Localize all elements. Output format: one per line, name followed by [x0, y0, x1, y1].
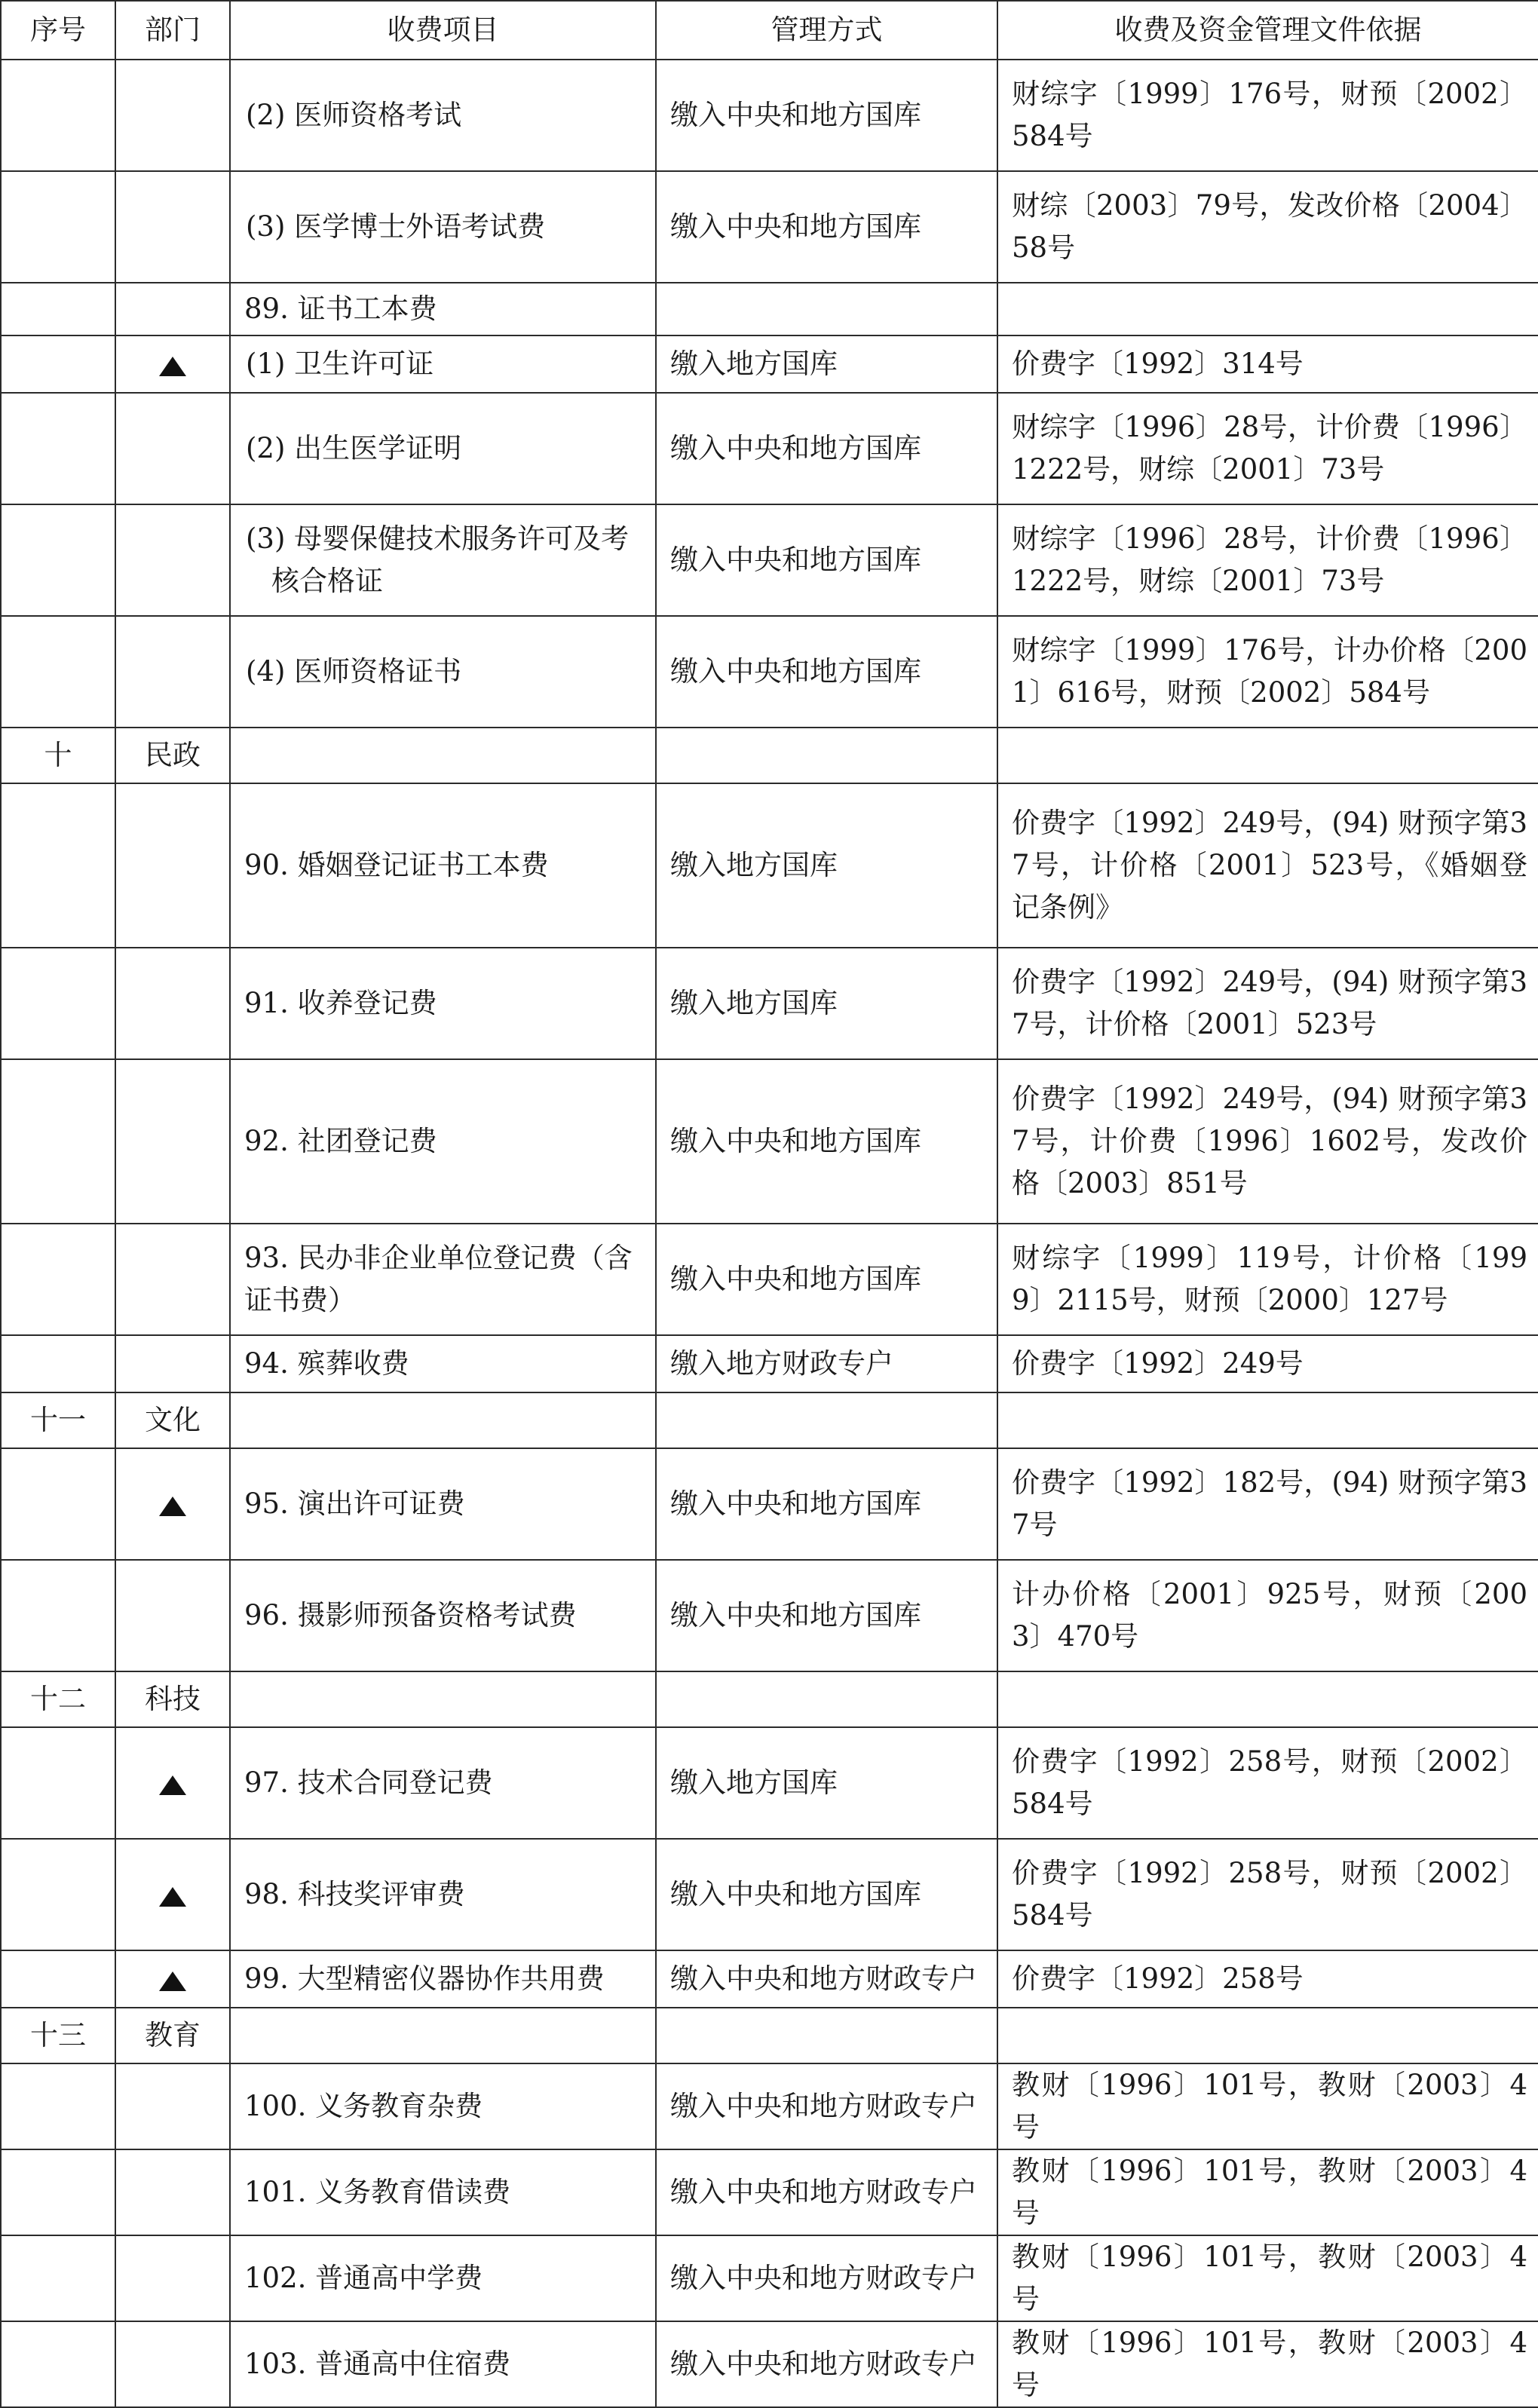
management-method-cell: 缴入中央和地方财政专户 — [656, 1950, 997, 2008]
department-cell — [115, 616, 230, 728]
management-method-cell: 缴入地方国库 — [656, 1727, 997, 1839]
department-cell — [115, 1950, 230, 2008]
table-row — [1, 948, 1538, 1059]
management-method-cell — [656, 728, 997, 783]
table-row — [1, 1727, 1538, 1839]
department-cell — [115, 1448, 230, 1560]
serial-number-cell — [1, 335, 115, 393]
fee-item-cell: 90. 婚姻登记证书工本费 — [230, 783, 656, 948]
serial-number-cell — [1, 1950, 115, 2008]
fee-item-cell — [230, 1671, 656, 1727]
table-row — [1, 1671, 1538, 1727]
fee-item-cell: 93. 民办非企业单位登记费（含证书费） — [230, 1224, 656, 1335]
serial-number-cell — [1, 504, 115, 616]
table-row — [1, 393, 1538, 504]
fee-item-cell — [230, 1392, 656, 1448]
management-method-cell — [656, 283, 997, 335]
serial-number-cell — [1, 60, 115, 171]
serial-number-cell: 十一 — [1, 1392, 115, 1448]
management-method-cell: 缴入中央和地方国库 — [656, 1560, 997, 1671]
table-row — [1, 2321, 1538, 2407]
department-cell — [115, 2063, 230, 2149]
fee-item-cell: (3) 医学博士外语考试费 — [230, 171, 656, 283]
management-method-cell: 缴入中央和地方财政专户 — [656, 2321, 997, 2407]
fee-item-cell: 99. 大型精密仪器协作共用费 — [230, 1950, 656, 2008]
fee-item-cell: (2) 出生医学证明 — [230, 393, 656, 504]
fee-item-cell: 101. 义务教育借读费 — [230, 2149, 656, 2235]
management-method-cell: 缴入中央和地方国库 — [656, 1448, 997, 1560]
department-cell — [115, 504, 230, 616]
department-cell — [115, 335, 230, 393]
table-row — [1, 2149, 1538, 2235]
department-cell — [115, 1224, 230, 1335]
table-row — [1, 2063, 1538, 2149]
table-row — [1, 728, 1538, 783]
management-method-cell — [656, 1671, 997, 1727]
management-method-cell: 缴入中央和地方财政专户 — [656, 2149, 997, 2235]
triangle-marker-icon — [159, 1971, 186, 1991]
header-document-basis: 收费及资金管理文件依据 — [997, 1, 1538, 60]
department-cell — [115, 1059, 230, 1224]
document-basis-cell: 价费字〔1992〕249号，(94) 财预字第37号，计价费〔1996〕1602号，发改价格〔2003〕851号 — [997, 1059, 1538, 1224]
management-method-cell: 缴入中央和地方国库 — [656, 1224, 997, 1335]
department-cell: 文化 — [115, 1392, 230, 1448]
table-row — [1, 1224, 1538, 1335]
fee-item-cell: (2) 医师资格考试 — [230, 60, 656, 171]
serial-number-cell — [1, 1224, 115, 1335]
fee-item-cell: 95. 演出许可证费 — [230, 1448, 656, 1560]
header-management-method: 管理方式 — [656, 1, 997, 60]
fee-item-cell: 91. 收养登记费 — [230, 948, 656, 1059]
fee-item-cell: (3) 母婴保健技术服务许可及考核合格证 — [230, 504, 656, 616]
management-method-cell: 缴入中央和地方财政专户 — [656, 2063, 997, 2149]
management-method-cell: 缴入中央和地方财政专户 — [656, 2235, 997, 2321]
document-basis-cell — [997, 1392, 1538, 1448]
document-basis-cell: 教财〔1996〕101号，教财〔2003〕4号 — [997, 2321, 1538, 2407]
fee-item-cell — [230, 728, 656, 783]
serial-number-cell — [1, 2063, 115, 2149]
document-basis-cell: 价费字〔1992〕182号，(94) 财预字第37号 — [997, 1448, 1538, 1560]
table-row — [1, 171, 1538, 283]
table-row — [1, 616, 1538, 728]
department-cell — [115, 783, 230, 948]
fee-item-cell: 96. 摄影师预备资格考试费 — [230, 1560, 656, 1671]
document-basis-cell: 教财〔1996〕101号，教财〔2003〕4号 — [997, 2063, 1538, 2149]
serial-number-cell — [1, 1059, 115, 1224]
serial-number-cell — [1, 171, 115, 283]
document-basis-cell: 价费字〔1992〕249号，(94) 财预字第37号，计价格〔2001〕523号 — [997, 948, 1538, 1059]
fee-item-cell: 100. 义务教育杂费 — [230, 2063, 656, 2149]
document-basis-cell: 价费字〔1992〕258号，财预〔2002〕584号 — [997, 1727, 1538, 1839]
header-fee-item: 收费项目 — [230, 1, 656, 60]
department-cell — [115, 2321, 230, 2407]
triangle-marker-icon — [159, 1775, 186, 1795]
table-row — [1, 1392, 1538, 1448]
serial-number-cell — [1, 948, 115, 1059]
document-basis-cell: 财综字〔1999〕176号，计办价格〔2001〕616号，财预〔2002〕584号 — [997, 616, 1538, 728]
table-row — [1, 1059, 1538, 1224]
fee-item-cell: 97. 技术合同登记费 — [230, 1727, 656, 1839]
document-basis-cell: 财综字〔1996〕28号，计价费〔1996〕1222号，财综〔2001〕73号 — [997, 393, 1538, 504]
triangle-marker-icon — [159, 1497, 186, 1516]
management-method-cell: 缴入地方国库 — [656, 783, 997, 948]
header-row — [1, 1, 1538, 60]
management-method-cell: 缴入中央和地方国库 — [656, 60, 997, 171]
document-basis-cell — [997, 728, 1538, 783]
serial-number-cell: 十三 — [1, 2008, 115, 2063]
fee-item-cell: (1) 卫生许可证 — [230, 335, 656, 393]
department-cell: 科技 — [115, 1671, 230, 1727]
table-row — [1, 504, 1538, 616]
document-basis-cell: 财综字〔1999〕119号，计价格〔1999〕2115号，财预〔2000〕127号 — [997, 1224, 1538, 1335]
table-row — [1, 1839, 1538, 1950]
management-method-cell: 缴入中央和地方国库 — [656, 504, 997, 616]
serial-number-cell: 十 — [1, 728, 115, 783]
document-basis-cell: 价费字〔1992〕314号 — [997, 335, 1538, 393]
fee-item-cell: 103. 普通高中住宿费 — [230, 2321, 656, 2407]
management-method-cell: 缴入中央和地方国库 — [656, 393, 997, 504]
document-basis-cell: 教财〔1996〕101号，教财〔2003〕4号 — [997, 2149, 1538, 2235]
fee-item-cell — [230, 2008, 656, 2063]
fee-item-cell: (4) 医师资格证书 — [230, 616, 656, 728]
department-cell — [115, 1727, 230, 1839]
table-row — [1, 1448, 1538, 1560]
serial-number-cell: 十二 — [1, 1671, 115, 1727]
department-cell — [115, 393, 230, 504]
serial-number-cell — [1, 1560, 115, 1671]
table-row — [1, 1335, 1538, 1392]
document-basis-cell: 价费字〔1992〕258号 — [997, 1950, 1538, 2008]
department-cell — [115, 1839, 230, 1950]
document-basis-cell — [997, 2008, 1538, 2063]
document-basis-cell: 财综字〔1999〕176号，财预〔2002〕584号 — [997, 60, 1538, 171]
management-method-cell: 缴入中央和地方国库 — [656, 616, 997, 728]
header-serial-number: 序号 — [1, 1, 115, 60]
table-row — [1, 1560, 1538, 1671]
document-basis-cell: 价费字〔1992〕249号 — [997, 1335, 1538, 1392]
document-basis-cell: 教财〔1996〕101号，教财〔2003〕4号 — [997, 2235, 1538, 2321]
triangle-marker-icon — [159, 357, 186, 376]
document-basis-cell: 财综字〔1996〕28号，计价费〔1996〕1222号，财综〔2001〕73号 — [997, 504, 1538, 616]
table-row — [1, 2235, 1538, 2321]
serial-number-cell — [1, 1839, 115, 1950]
document-basis-cell: 价费字〔1992〕249号，(94) 财预字第37号，计价格〔2001〕523号，《婚姻登记条例》 — [997, 783, 1538, 948]
serial-number-cell — [1, 1448, 115, 1560]
document-basis-cell — [997, 283, 1538, 335]
table-row — [1, 1950, 1538, 2008]
document-basis-cell: 价费字〔1992〕258号，财预〔2002〕584号 — [997, 1839, 1538, 1950]
table-row — [1, 283, 1538, 335]
management-method-cell: 缴入地方财政专户 — [656, 1335, 997, 1392]
management-method-cell — [656, 2008, 997, 2063]
fee-item-cell: 89. 证书工本费 — [230, 283, 656, 335]
table-row — [1, 60, 1538, 171]
serial-number-cell — [1, 2321, 115, 2407]
department-cell — [115, 283, 230, 335]
fee-item-cell: 92. 社团登记费 — [230, 1059, 656, 1224]
department-cell — [115, 1560, 230, 1671]
management-method-cell: 缴入中央和地方国库 — [656, 171, 997, 283]
department-cell — [115, 1335, 230, 1392]
serial-number-cell — [1, 393, 115, 504]
table-row — [1, 335, 1538, 393]
department-cell — [115, 948, 230, 1059]
department-cell: 民政 — [115, 728, 230, 783]
management-method-cell: 缴入中央和地方国库 — [656, 1839, 997, 1950]
fee-item-cell: 94. 殡葬收费 — [230, 1335, 656, 1392]
serial-number-cell — [1, 283, 115, 335]
management-method-cell — [656, 1392, 997, 1448]
document-basis-cell: 财综〔2003〕79号，发改价格〔2004〕58号 — [997, 171, 1538, 283]
management-method-cell: 缴入地方国库 — [656, 335, 997, 393]
fee-item-cell: 102. 普通高中学费 — [230, 2235, 656, 2321]
header-department: 部门 — [115, 1, 230, 60]
serial-number-cell — [1, 1727, 115, 1839]
fee-item-cell: 98. 科技奖评审费 — [230, 1839, 656, 1950]
table-row — [1, 783, 1538, 948]
serial-number-cell — [1, 1335, 115, 1392]
table-row — [1, 2008, 1538, 2063]
document-basis-cell: 计办价格〔2001〕925号，财预〔2003〕470号 — [997, 1560, 1538, 1671]
management-method-cell: 缴入中央和地方国库 — [656, 1059, 997, 1224]
document-basis-cell — [997, 1671, 1538, 1727]
serial-number-cell — [1, 2235, 115, 2321]
triangle-marker-icon — [159, 1887, 186, 1907]
serial-number-cell — [1, 616, 115, 728]
department-cell — [115, 60, 230, 171]
serial-number-cell — [1, 2149, 115, 2235]
department-cell — [115, 171, 230, 283]
department-cell — [115, 2235, 230, 2321]
serial-number-cell — [1, 783, 115, 948]
management-method-cell: 缴入地方国库 — [656, 948, 997, 1059]
department-cell — [115, 2149, 230, 2235]
department-cell: 教育 — [115, 2008, 230, 2063]
